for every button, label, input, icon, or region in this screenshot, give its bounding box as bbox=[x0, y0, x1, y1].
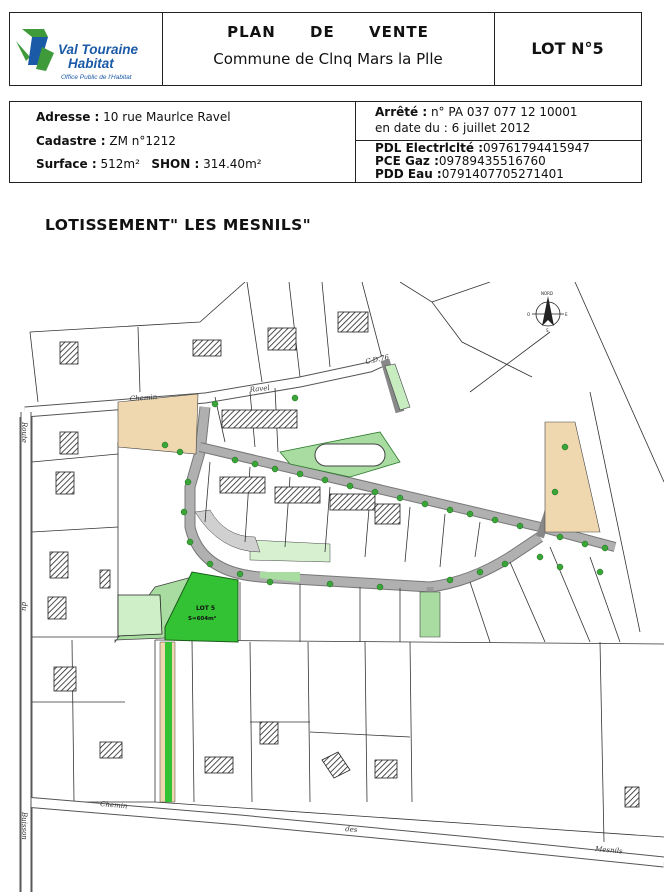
cadastre-line bbox=[36, 134, 176, 148]
surface-value: 512m² bbox=[100, 157, 140, 171]
logo-tagline: Office Public de l'Habitat bbox=[61, 74, 132, 81]
header-table bbox=[9, 12, 642, 86]
compass-north: NORD bbox=[541, 291, 553, 296]
street-label-cd: C.D.76 bbox=[364, 353, 390, 366]
buildings bbox=[48, 312, 639, 807]
adresse-value: 10 rue Maurlce Ravel bbox=[103, 110, 231, 124]
arrete-date: en date du : 6 juillet 2012 bbox=[375, 121, 531, 135]
pdl-label: PDL Electrlclté : bbox=[375, 141, 483, 155]
cadastre-label: Cadastre : bbox=[36, 134, 106, 148]
shon-value: 314.40m² bbox=[203, 157, 262, 171]
logo-text-line2: Habitat bbox=[68, 56, 114, 71]
compass-rose-icon bbox=[527, 291, 568, 333]
street-label-buisson: Buisson bbox=[20, 812, 28, 840]
arrete-label: Arrêté : bbox=[375, 105, 428, 119]
shon-label: SHON : bbox=[151, 157, 200, 171]
lot-5-label: LOT 5 bbox=[196, 605, 216, 612]
cadastre-value: ZM n°1212 bbox=[109, 134, 176, 148]
lot-5-surface: S=604m² bbox=[188, 616, 217, 622]
val-touraine-logo bbox=[10, 13, 162, 85]
site-plan bbox=[0, 282, 664, 892]
info-table bbox=[9, 101, 642, 183]
commune-name: Commune de Clnq Mars la Plle bbox=[213, 50, 443, 68]
arrete-block bbox=[355, 102, 641, 141]
arrete-value: n° PA 037 077 12 10001 bbox=[430, 105, 578, 119]
street-label-des: des bbox=[344, 825, 358, 835]
pdd-line bbox=[375, 167, 564, 181]
street-label-chemin-bottom: Chemin bbox=[99, 800, 128, 811]
street-label-route: Route bbox=[20, 422, 28, 443]
surface-label: Surface : bbox=[36, 157, 97, 171]
street-label-du: du bbox=[20, 602, 28, 611]
address-block bbox=[10, 102, 356, 182]
pdd-value: 0791407705271401 bbox=[441, 167, 564, 181]
street-label-mesnils: Mesnils bbox=[594, 845, 623, 856]
special-building bbox=[322, 752, 350, 778]
compass-west: O bbox=[527, 312, 531, 317]
pce-value: 09789435516760 bbox=[438, 154, 546, 168]
adresse-label: Adresse : bbox=[36, 110, 100, 124]
pce-label: PCE Gaz : bbox=[375, 154, 439, 168]
street-label-chemin-top: Chemin bbox=[129, 393, 158, 403]
arrete-line bbox=[375, 105, 578, 119]
lot-number: LOT N°5 bbox=[531, 39, 604, 58]
logo-text-line1: Val Touraine bbox=[58, 42, 139, 57]
plan-title: PLAN DE VENTE bbox=[227, 23, 429, 41]
utilities-block bbox=[355, 140, 641, 182]
surface-line bbox=[36, 157, 262, 171]
pdl-value: 09761794415947 bbox=[483, 141, 590, 155]
logo-cell bbox=[10, 13, 163, 85]
street-label-ravel: Ravel bbox=[249, 383, 271, 394]
pce-line bbox=[375, 154, 546, 168]
title-cell bbox=[162, 13, 495, 85]
compass-south: S bbox=[546, 328, 549, 333]
address-line bbox=[36, 110, 231, 124]
subdivision-title: LOTISSEMENT" LES MESNILS" bbox=[45, 216, 312, 234]
lot-cell bbox=[494, 13, 641, 85]
compass-east: E bbox=[565, 312, 568, 317]
pdd-label: PDD Eau : bbox=[375, 167, 442, 181]
pdl-line bbox=[375, 141, 590, 155]
